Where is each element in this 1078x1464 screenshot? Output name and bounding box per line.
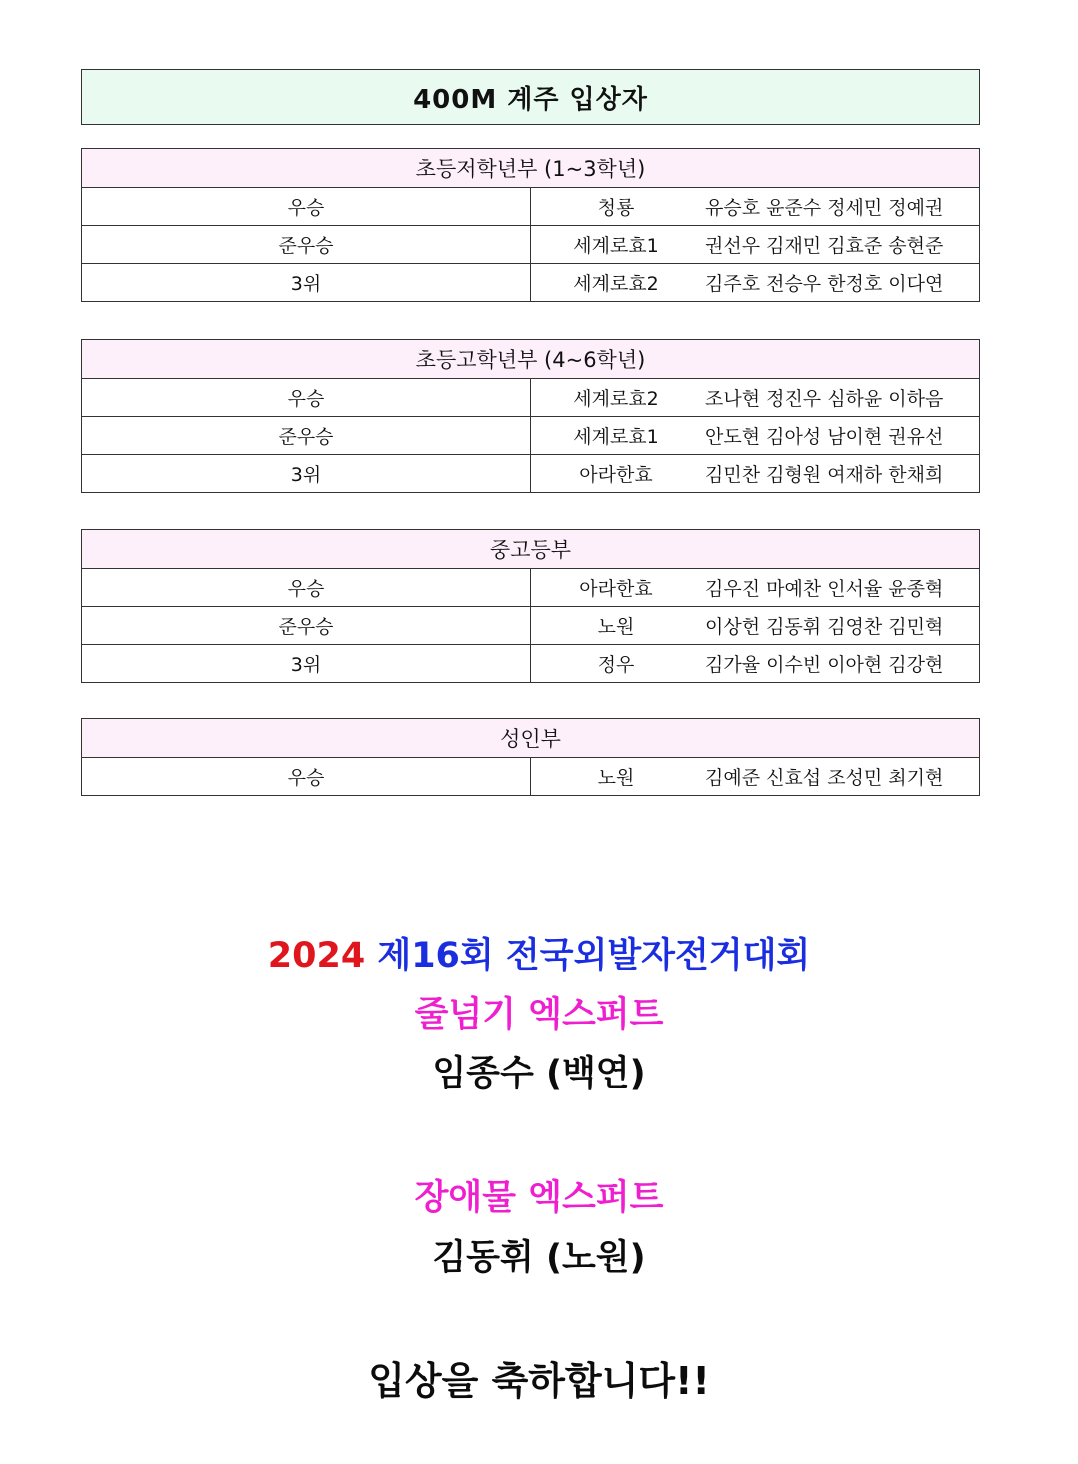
members-list: 김민찬 김형원 여재하 한채희: [705, 464, 944, 486]
members-list: 김주호 전승우 한정호 이다연: [705, 273, 944, 295]
rank-cell: 준우승: [82, 226, 531, 264]
members-list: 김예준 신효섭 조성민 최기현: [705, 767, 944, 789]
team-name: 정우: [597, 654, 635, 676]
members-list: 유승호 윤준수 정세민 정예권: [705, 197, 944, 219]
results-table-middle-high: [81, 529, 980, 683]
results-table-elementary-lower: [81, 148, 980, 302]
rank-cell: 준우승: [82, 417, 531, 455]
team-name: 세계로효1: [573, 426, 659, 448]
rank-cell: 3위: [82, 455, 531, 493]
table-row: [82, 379, 980, 417]
team-name: 아라한효: [579, 464, 653, 486]
team-name: 세계로효2: [573, 273, 659, 295]
award-winner-jumprope: 임종수 (백연): [432, 1054, 646, 1094]
rank-cell: 우승: [82, 758, 531, 796]
team-name: 노원: [597, 616, 635, 638]
members-list: 김가율 이수빈 이아현 김강현: [705, 654, 944, 676]
award-category-obstacle: 장애물 엑스퍼트: [414, 1178, 664, 1218]
award-winner-obstacle: 김동휘 (노원): [432, 1238, 646, 1278]
rank-cell: 우승: [82, 379, 531, 417]
team-name: 세계로효1: [573, 235, 659, 257]
contest-title: [0, 928, 1078, 978]
rank-cell: 3위: [82, 264, 531, 302]
table-row: [82, 455, 980, 493]
rank-cell: 우승: [82, 569, 531, 607]
members-list: 이상헌 김동휘 김영찬 김민혁: [705, 616, 944, 638]
contest-name: 제16회 전국외발자전거대회: [377, 936, 811, 976]
team-name: 아라한효: [579, 578, 653, 600]
table-row: [82, 226, 980, 264]
members-list: 안도현 김아성 남이현 권유선: [705, 426, 944, 448]
table-row: [82, 264, 980, 302]
section-heading: 성인부: [82, 719, 980, 758]
table-row: [82, 417, 980, 455]
results-table-adult: [81, 718, 980, 796]
section-heading: 중고등부: [82, 530, 980, 569]
congratulations-message: 입상을 축하합니다!!: [368, 1359, 710, 1403]
page-title: 400M 계주 입상자: [81, 69, 980, 125]
rank-cell: 우승: [82, 188, 531, 226]
members-list: 김우진 마예찬 인서율 윤종혁: [705, 578, 944, 600]
contest-year: 2024: [267, 936, 366, 976]
table-row: [82, 188, 980, 226]
rank-cell: 준우승: [82, 607, 531, 645]
table-row: [82, 758, 980, 796]
table-row: [82, 569, 980, 607]
section-heading: 초등고학년부 (4~6학년): [82, 340, 980, 379]
table-row: [82, 607, 980, 645]
members-list: 조나현 정진우 심하윤 이하음: [705, 388, 944, 410]
team-name: 세계로효2: [573, 388, 659, 410]
award-category-jumprope: 줄넘기 엑스퍼트: [414, 995, 664, 1035]
members-list: 권선우 김재민 김효준 송현준: [705, 235, 944, 257]
results-table-elementary-upper: [81, 339, 980, 493]
table-row: [82, 645, 980, 683]
section-heading: 초등저학년부 (1~3학년): [82, 149, 980, 188]
team-name: 청룡: [597, 197, 635, 219]
team-name: 노원: [597, 767, 635, 789]
rank-cell: 3위: [82, 645, 531, 683]
